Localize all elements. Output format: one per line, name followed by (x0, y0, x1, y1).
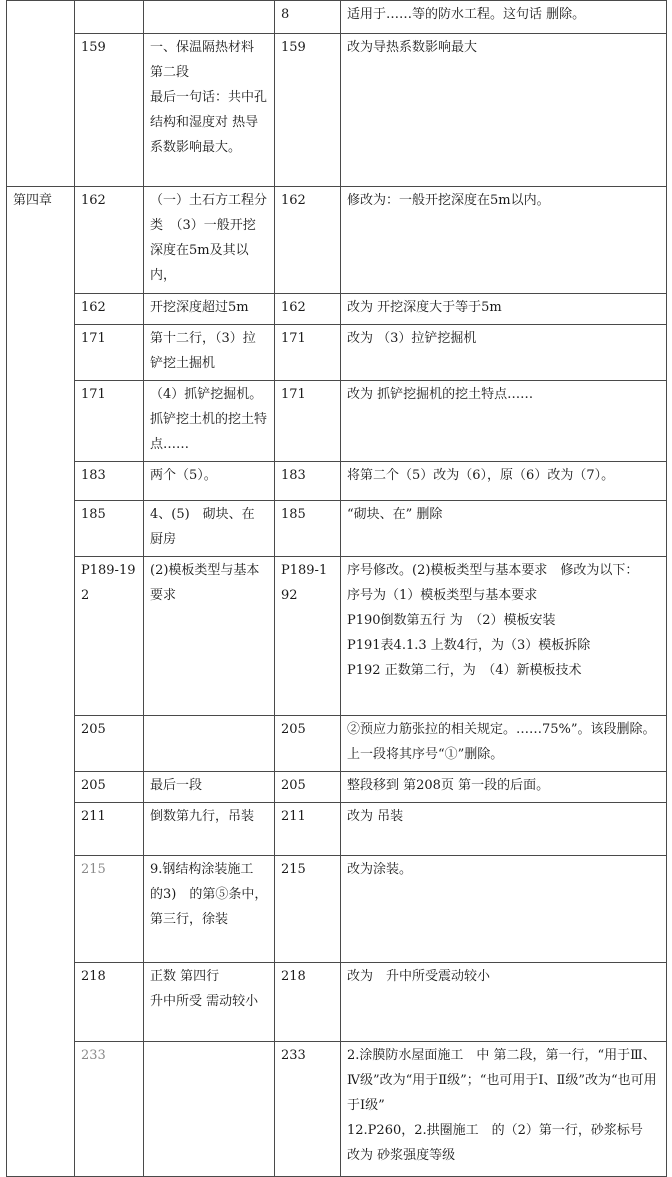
table-row (7, 716, 667, 772)
original-text-cell: 第十二行，（3）拉铲挖土掘机 (144, 325, 275, 381)
original-page-cell: 159 (75, 34, 144, 187)
original-page-cell: 171 (75, 381, 144, 462)
revised-page-cell: 211 (275, 803, 341, 856)
revised-page-cell: 233 (275, 1042, 341, 1177)
original-page-cell: P189-192 (75, 557, 144, 716)
table-row (7, 34, 667, 187)
correction-cell: 改为 吊装 (341, 803, 667, 856)
original-text-cell: 两个（5）。 (144, 462, 275, 501)
original-page-cell: 218 (75, 963, 144, 1042)
revised-page-cell: 215 (275, 856, 341, 963)
original-text-cell: 4、(5) 砌块、在 厨房 (144, 501, 275, 557)
revised-page-cell: 171 (275, 381, 341, 462)
original-text-cell: （4）抓铲挖掘机。抓铲挖土机的挖土特点…… (144, 381, 275, 462)
correction-cell: “砌块、在” 删除 (341, 501, 667, 557)
correction-cell: 改为 抓铲挖掘机的挖土特点…… (341, 381, 667, 462)
correction-cell: ②预应力筋张拉的相关规定。……75%”。该段删除。上一段将其序号“①”删除。 (341, 716, 667, 772)
correction-cell: 适用于……等的防水工程。这句话 删除。 (341, 1, 667, 34)
correction-cell: 改为 （3）拉铲挖掘机 (341, 325, 667, 381)
original-page-cell: 171 (75, 325, 144, 381)
revised-page-cell: P189-192 (275, 557, 341, 716)
original-text-cell (144, 1, 275, 34)
original-text-cell: 倒数第九行，吊装 (144, 803, 275, 856)
table-row (7, 1, 667, 34)
original-page-cell: 211 (75, 803, 144, 856)
chapter-cell-blank (7, 1, 75, 187)
original-text-cell: (2)模板类型与基本要求 (144, 557, 275, 716)
table-row (7, 501, 667, 557)
original-text-cell (144, 716, 275, 772)
correction-cell: 整段移到 第208页 第一段的后面。 (341, 772, 667, 803)
table-row (7, 803, 667, 856)
original-text-cell: 正数 第四行 升中所受 需动较小 (144, 963, 275, 1042)
chapter-cell: 第四章 (7, 187, 75, 1177)
table-row (7, 772, 667, 803)
original-page-cell (75, 1, 144, 34)
original-page-cell: 162 (75, 187, 144, 294)
table-row (7, 187, 667, 294)
correction-cell: 改为导热系数影响最大 (341, 34, 667, 187)
table-row (7, 963, 667, 1042)
original-page-cell: 162 (75, 294, 144, 325)
original-text-cell: 一、保温隔热材料 第二段 最后一句话：共中孔结构和湿度对 热导 系数影响最大。 (144, 34, 275, 187)
correction-cell: 2.涂膜防水屋面施工 中 第二段，第一行，“用于Ⅲ、Ⅳ级”改为“用于Ⅱ级”；“也可用于Ⅰ、Ⅱ级”改为“也可用于Ⅰ级” 12.P260，2.拱圈施工 的（2）第一行，砂浆标号 改为 砂浆强度等级 (341, 1042, 667, 1177)
original-text-cell: 9.钢结构涂装施工 的3) 的第⑤条中，第三行，徐装 (144, 856, 275, 963)
original-page-cell: 215 (75, 856, 144, 963)
revised-page-cell: 171 (275, 325, 341, 381)
original-text-cell: 最后一段 (144, 772, 275, 803)
correction-cell: 序号修改。(2)模板类型与基本要求 修改为以下： 序号为（1）模板类型与基本要求 P190倒数第五行 为 （2）模板安装 P191表4.1.3 上数4行，为（3）模板拆除 P192 正数第二行，为 （4）新模板技术 (341, 557, 667, 716)
revised-page-cell: 205 (275, 772, 341, 803)
correction-cell: 改为 升中所受震动较小 (341, 963, 667, 1042)
table-row (7, 1042, 667, 1177)
table-row (7, 856, 667, 963)
table-row (7, 557, 667, 716)
revised-page-cell: 162 (275, 294, 341, 325)
original-page-cell: 185 (75, 501, 144, 557)
original-page-cell: 205 (75, 772, 144, 803)
table-row (7, 325, 667, 381)
correction-cell: 将第二个（5）改为（6），原（6）改为（7）。 (341, 462, 667, 501)
correction-cell: 改为涂装。 (341, 856, 667, 963)
revised-page-cell: 162 (275, 187, 341, 294)
table-row (7, 381, 667, 462)
table-row (7, 294, 667, 325)
table-row (7, 462, 667, 501)
revised-page-cell: 205 (275, 716, 341, 772)
original-text-cell (144, 1042, 275, 1177)
revised-page-cell: 185 (275, 501, 341, 557)
original-page-cell: 183 (75, 462, 144, 501)
original-page-cell: 233 (75, 1042, 144, 1177)
revised-page-cell: 159 (275, 34, 341, 187)
revised-page-cell: 8 (275, 1, 341, 34)
revised-page-cell: 183 (275, 462, 341, 501)
original-text-cell: 开挖深度超过5m (144, 294, 275, 325)
correction-cell: 改为 开挖深度大于等于5m (341, 294, 667, 325)
errata-sheet (6, 0, 666, 1177)
original-page-cell: 205 (75, 716, 144, 772)
correction-cell: 修改为：一般开挖深度在5m以内。 (341, 187, 667, 294)
revised-page-cell: 218 (275, 963, 341, 1042)
original-text-cell: （一）土石方工程分类 （3）一般开挖深度在5m及其以内， (144, 187, 275, 294)
errata-table (6, 0, 667, 1177)
